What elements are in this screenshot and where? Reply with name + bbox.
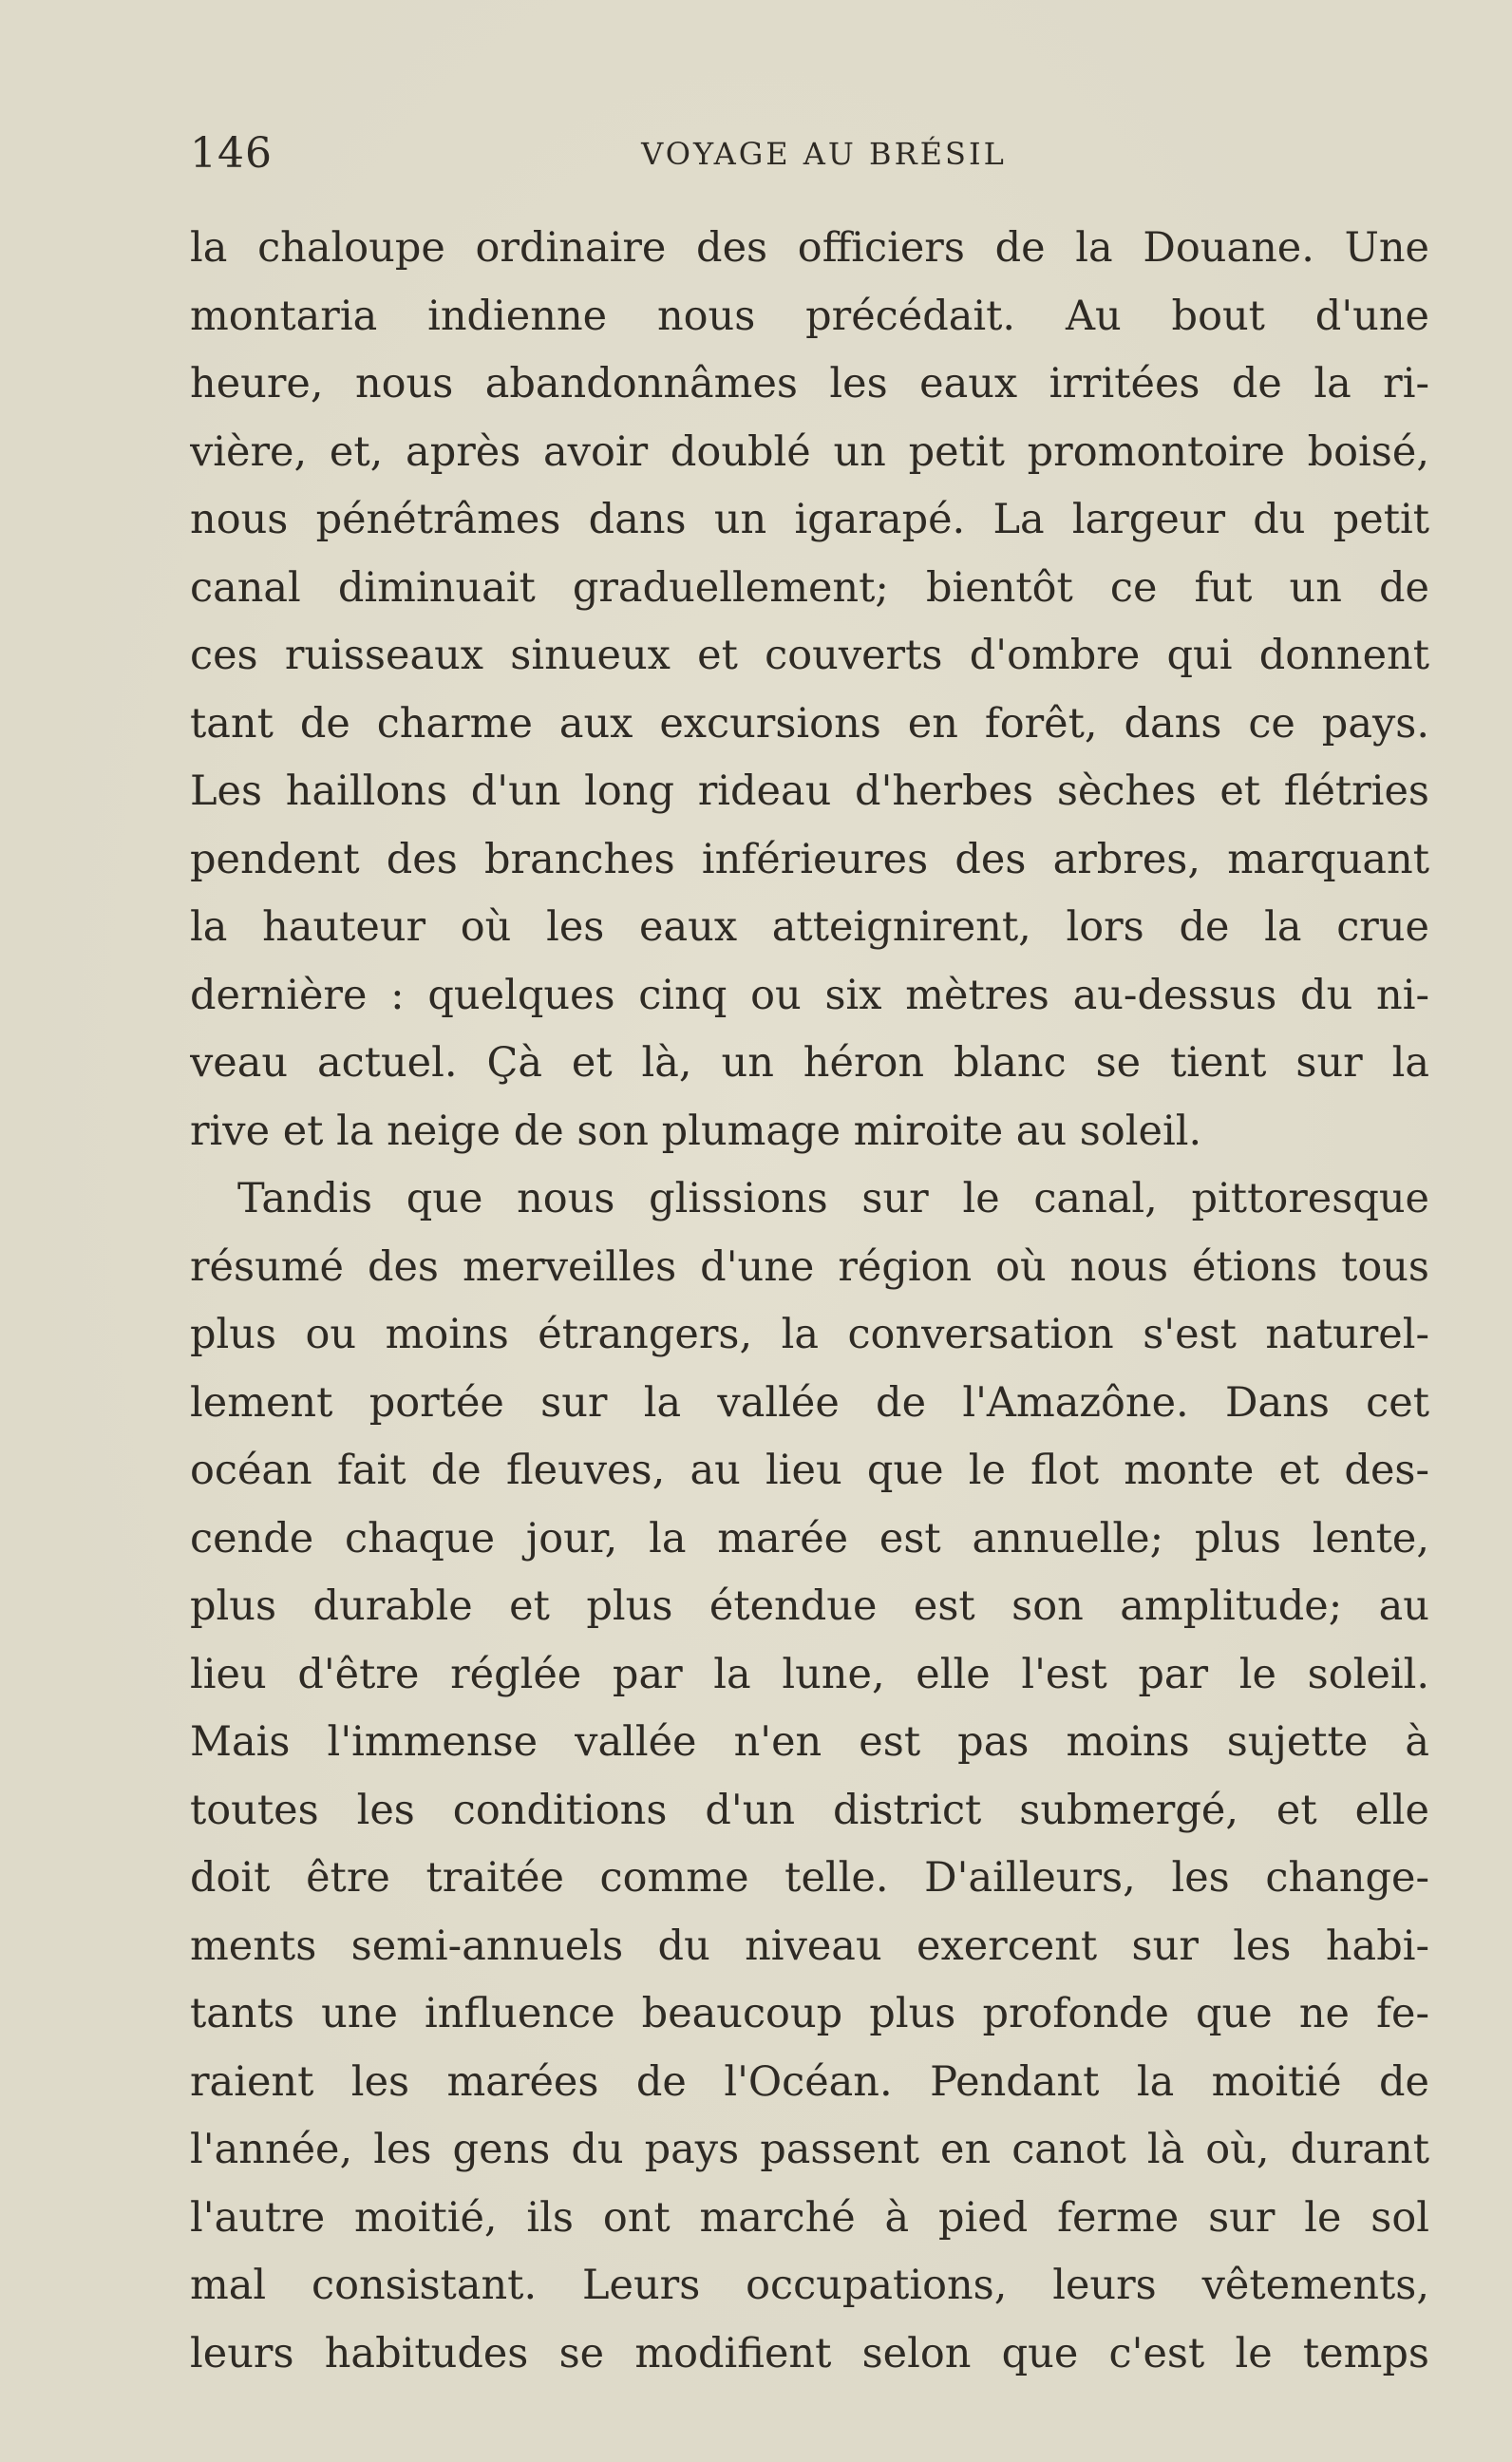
text-line: ces ruisseaux sinueux et couverts d'ombre qui donnent <box>190 632 1429 679</box>
text-line: lieu d'être réglée par la lune, elle l'est par le soleil. <box>190 1650 1429 1698</box>
text-line: plus ou moins étrangers, la conversation s'est naturel- <box>190 1311 1429 1358</box>
text-line: vière, et, après avoir doublé un petit promontoire boisé, <box>190 427 1429 476</box>
text-line: tant de charme aux excursions en forêt, dans ce pays. <box>190 699 1429 748</box>
text-line: nous pénétrâmes dans un igarapé. La largeur du petit <box>190 496 1429 543</box>
body-text <box>190 215 1429 2388</box>
text-line: tants une influence beaucoup plus profonde que ne fe- <box>190 1990 1429 2037</box>
text-line: montaria indienne nous précédait. Au bout d'une <box>190 292 1429 340</box>
text-line: résumé des merveilles d'une région où nous étions tous <box>190 1242 1429 1291</box>
text-line: heure, nous abandonnâmes les eaux irritées de la ri- <box>190 360 1429 407</box>
text-line: l'année, les gens du pays passent en canot là où, durant <box>190 2126 1429 2173</box>
text-line: cende chaque jour, la marée est annuelle; plus lente, <box>190 1514 1429 1562</box>
text-line: rive et la neige de son plumage miroite au soleil. <box>190 1107 1202 1155</box>
text-line: veau actuel. Çà et là, un héron blanc se tient sur la <box>190 1039 1429 1087</box>
text-line: la chaloupe ordinaire des officiers de la Douane. Une <box>190 224 1429 272</box>
text-line: Les haillons d'un long rideau d'herbes sèches et flétries <box>190 767 1429 815</box>
text-line: raient les marées de l'Océan. Pendant la moitié de <box>190 2057 1429 2106</box>
page-header <box>190 125 1429 182</box>
text-line: doit être traitée comme telle. D'ailleurs, les change- <box>190 1854 1429 1902</box>
text-line: leurs habitudes se modifient selon que c'est le temps <box>190 2329 1429 2377</box>
text-line: Mais l'immense vallée n'en est pas moins sujette à <box>190 1718 1429 1766</box>
text-line: océan fait de fleuves, au lieu que le flot monte et des- <box>190 1447 1429 1494</box>
text-line: la hauteur où les eaux atteignirent, lors de la crue <box>190 903 1429 951</box>
running-title: VOYAGE AU BRÉSIL <box>641 136 1007 172</box>
page-number: 146 <box>190 129 273 178</box>
text-line: toutes les conditions d'un district submergé, et elle <box>190 1786 1429 1834</box>
text-line: Tandis que nous glissions sur le canal, pittoresque <box>237 1175 1429 1222</box>
text-line: l'autre moitié, ils ont marché à pied ferme sur le sol <box>190 2193 1429 2242</box>
text-line: ments semi-annuels du niveau exercent sur les habi- <box>190 1922 1429 1970</box>
text-line: plus durable et plus étendue est son amplitude; au <box>190 1582 1429 1630</box>
text-line: canal diminuait graduellement; bientôt ce fut un de <box>190 563 1429 612</box>
text-line: mal consistant. Leurs occupations, leurs vêtements, <box>190 2262 1429 2309</box>
text-line: lement portée sur la vallée de l'Amazône. Dans cet <box>190 1378 1429 1427</box>
text-line: dernière : quelques cinq ou six mètres au-dessus du ni- <box>190 971 1429 1019</box>
text-line: pendent des branches inférieures des arbres, marquant <box>190 835 1429 883</box>
